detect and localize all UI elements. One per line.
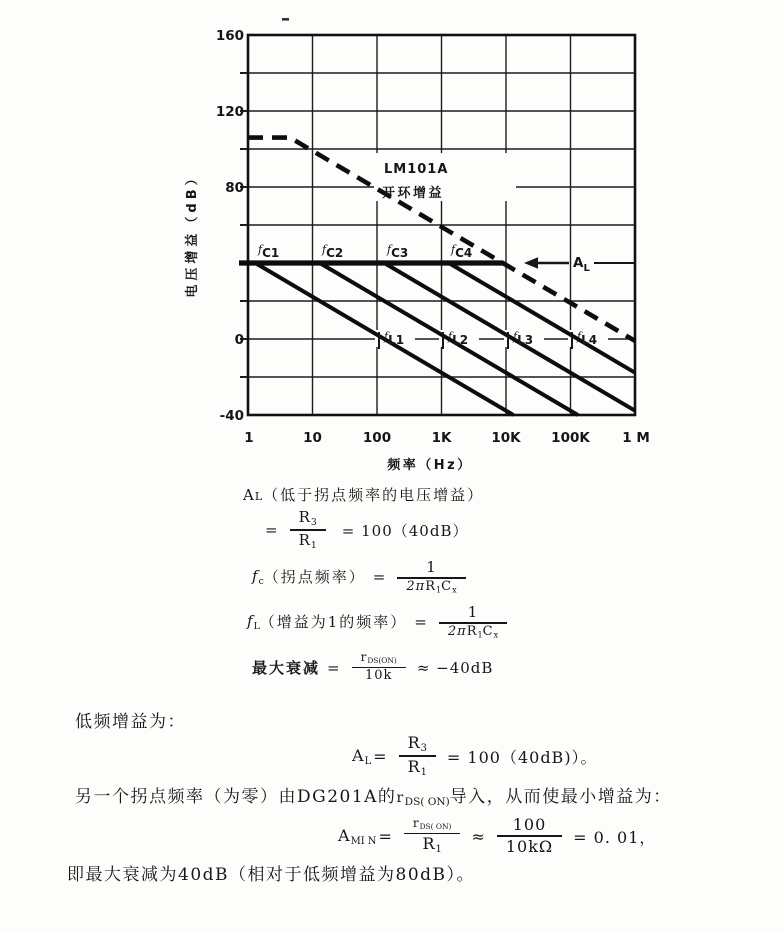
fl2-label: $^f_{L2}$: [448, 330, 469, 347]
fraction-r3-r1: $\frac{R_3}{R_1}$: [290, 508, 326, 553]
equation-al: $A_L$ = $\frac{R_3}{R_1}$ = 100（40dB)）。: [352, 733, 598, 778]
paragraph-tail: 即最大衰减为40dB（相对于低频增益为80dB）。: [67, 865, 476, 885]
al-term: $A_L$: [352, 745, 372, 767]
bode-plot-svg: [178, 3, 718, 483]
svg-text:1K: 1K: [431, 430, 452, 446]
fc3-label: $^f_{C3}$: [387, 243, 409, 260]
al-def-text: （低于拐点频率的电压增益）: [263, 486, 485, 504]
svg-text:80: 80: [225, 180, 244, 196]
curve-label-line2: 开环增益: [382, 186, 445, 201]
svg-text:100: 100: [362, 430, 392, 446]
svg-text:1: 1: [244, 430, 254, 446]
formula-fc: $f_c$ （拐点频率） = $\frac{1}{2\pi R_1C_x}$: [252, 558, 470, 596]
svg-text:0: 0: [234, 332, 244, 348]
fc-term: $f_c$: [252, 567, 264, 587]
bode-plot-figure: [178, 3, 718, 483]
equation-amin: $A_{MI N}$ = $\frac{r_{DS( ON)}}{R_1}$ ≈ $\frac{100}{10k\Omega}$ = 0. 01，: [338, 815, 657, 856]
svg-text:10K: 10K: [491, 430, 521, 446]
x-axis-labels: [244, 430, 649, 446]
formula-al-value: = $\frac{R_3}{R_1}$ = 100（40dB）: [265, 508, 469, 551]
fraction-rdson-r1: $\frac{r_{DS( ON)}}{R_1}$: [404, 816, 461, 857]
paragraph-lead: 低频增益为：: [75, 712, 186, 732]
y-axis-title: 电压增益（dB）: [185, 168, 200, 298]
fl1-label: $^f_{L1}$: [384, 330, 405, 347]
svg-text:1 M: 1 M: [622, 430, 650, 446]
al-term: AL: [243, 485, 264, 504]
fraction-100-10kohm: $\frac{100}{10k\Omega}$: [497, 815, 562, 857]
formula-al-definition: [243, 484, 484, 505]
svg-text:-40: -40: [219, 408, 244, 424]
formula-max-attenuation: 最大衰减 = $\frac{r_{DS(ON)}}{10k}$ ≈ −40dB: [252, 650, 494, 684]
scan-speck: [282, 18, 289, 21]
fraction-rdson-10k: $\frac{r_{DS(ON)}}{10k}$: [352, 650, 406, 685]
arrow-left-icon: [524, 257, 538, 269]
svg-text:160: 160: [215, 28, 244, 44]
corner-frequency-labels: [257, 243, 472, 260]
fraction-1-2piR1Cx: $\frac{1}{2\pi R_1C_x}$: [439, 603, 507, 641]
fc2-label: $^f_{C2}$: [322, 243, 344, 260]
fc1-label: $^f_{C1}$: [258, 243, 280, 260]
paragraph-dg201a: 另一个拐点频率（为零）由DG201A的$r_{DS( ON)}$导入，从而使最小增益为：: [75, 787, 672, 809]
y-axis-labels: [216, 28, 244, 424]
svg-text:120: 120: [215, 104, 244, 120]
fl3-label: $^f_{L3}$: [513, 330, 534, 347]
x-axis-title: 频率（Hz）: [387, 458, 473, 473]
svg-text:100K: 100K: [551, 430, 590, 446]
fl4-label: $^f_{L4}$: [577, 330, 598, 347]
al-label: $A_L$: [573, 255, 590, 274]
fraction-r3-r1: $\frac{R_3}{R_1}$: [399, 733, 436, 779]
amin-term: $A_{MI N}$: [338, 825, 377, 847]
rdson-term: $r_{DS( ON)}$: [396, 790, 450, 809]
fl-term: $f_L$: [247, 612, 260, 632]
fraction-1-2piR1Cx: $\frac{1}{2\pi R_1C_x}$: [397, 558, 465, 596]
formula-fl: $f_L$ （增益为1的频率） = $\frac{1}{2\pi R_1C_x}$: [247, 603, 511, 641]
fc4-label: $^f_{C4}$: [451, 243, 473, 260]
al-annotation: [524, 255, 635, 274]
curve-label-line1: LM101A: [384, 162, 449, 177]
svg-text:10: 10: [303, 430, 322, 446]
